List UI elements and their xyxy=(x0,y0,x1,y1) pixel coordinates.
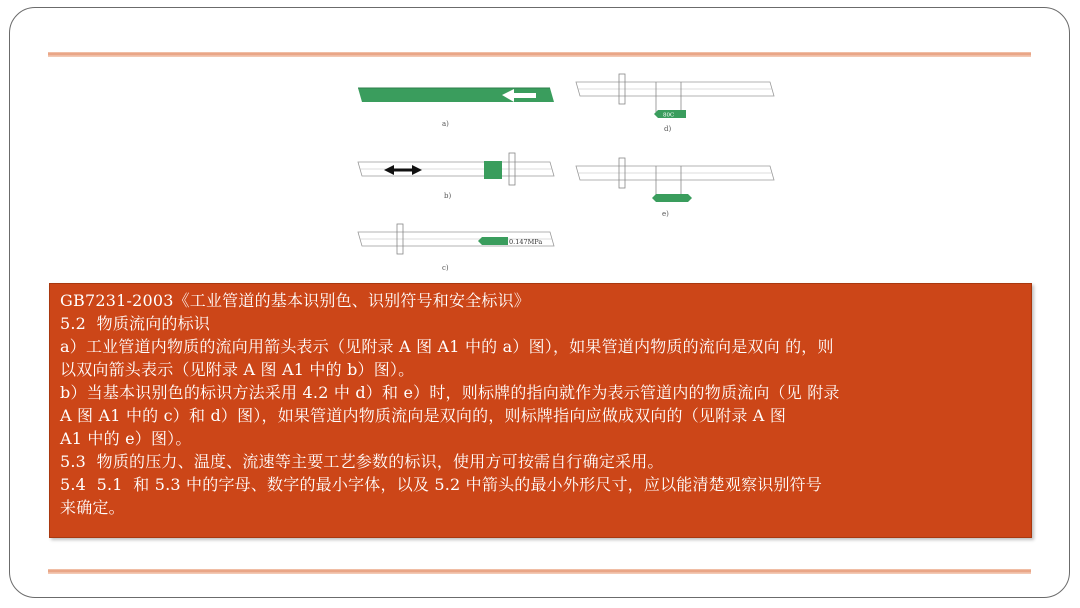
paragraph-line: 以双向箭头表示（见附录 A 图 A1 中的 b）图）。 xyxy=(60,360,415,379)
section-5-3: 5.3 物质的压力、温度、流速等主要工艺参数的标识，使用方可按需自行确定采用。 xyxy=(60,452,664,471)
tag-d-text: 80C xyxy=(663,112,675,119)
label-a: a) xyxy=(442,120,449,128)
paragraph-line: A1 中的 e）图）。 xyxy=(60,429,192,448)
tag-c xyxy=(478,237,508,245)
top-divider xyxy=(48,52,1031,57)
pipe-c xyxy=(358,224,554,272)
standard-text-box xyxy=(49,283,1032,538)
double-arrow-icon xyxy=(384,165,422,175)
label-b: b) xyxy=(444,192,452,200)
pipe-e xyxy=(576,158,774,218)
label-d: d) xyxy=(664,125,672,133)
section-5-4: 5.4 5.1 和 5.3 中的字母、数字的最小字体，以及 5.2 中箭头的最小外形尺寸，应以能清楚观察识别符号 xyxy=(60,475,823,494)
doc-title: GB7231-2003《工业管道的基本识别色、识别符号和安全标识》 xyxy=(60,291,530,310)
pipe-a xyxy=(358,88,554,128)
paragraph-line: 来确定。 xyxy=(60,498,125,517)
tag-e xyxy=(652,194,692,202)
bottom-divider xyxy=(48,569,1031,574)
tag-c-text: 0.147MPa xyxy=(509,238,543,246)
pipe-d xyxy=(576,74,774,133)
label-e: e) xyxy=(662,210,669,218)
label-c: c) xyxy=(442,264,449,272)
paragraph-line: b）当基本识别色的标识方法采用 4.2 中 d）和 e）时，则标牌的指向就作为表示管道内的物质流向（见 附录 xyxy=(60,383,840,402)
paragraph-line: A 图 A1 中的 c）和 d）图），如果管道内物质流向是双向的，则标牌指向应做成双向的（见附录 A 图 xyxy=(60,406,787,425)
section-heading-5-2: 5.2 物质流向的标识 xyxy=(60,314,211,333)
paragraph-line: a）工业管道内物质的流向用箭头表示（见附录 A 图 A1 中的 a）图），如果管道内物质的流向是双向 的，则 xyxy=(60,337,834,356)
pipe-flow-diagram xyxy=(288,64,793,282)
pipe-b xyxy=(358,153,554,200)
